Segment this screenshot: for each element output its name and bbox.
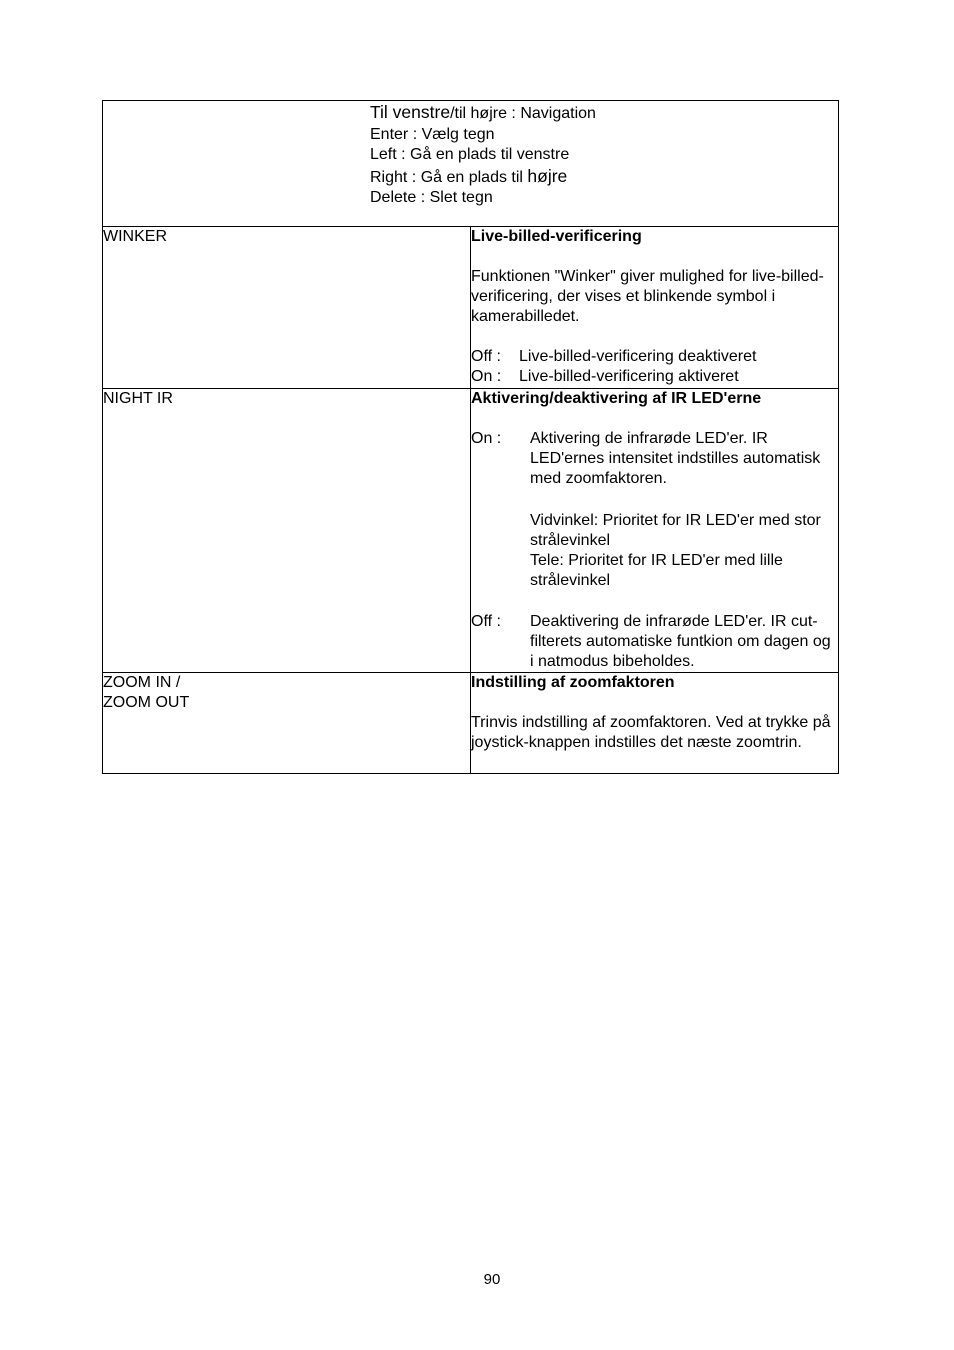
nav-line-5: Delete : Slet tegn	[370, 189, 493, 206]
zoom-row	[103, 673, 839, 774]
winker-row	[103, 227, 839, 389]
night-ir-tele: Tele: Prioritet for IR LED'er med lille strålevinkel	[530, 552, 783, 589]
zoom-description: Trinvis indstilling af zoomfaktoren. Ved at trykke på joystick-knappen indstilles det næste zoomtrin.	[471, 714, 831, 751]
nav-line-1: Til venstre/til højre : Navigation	[370, 102, 596, 122]
zoom-heading: Indstilling af zoomfaktoren	[471, 674, 675, 691]
nav-line-4: Right : Gå en plads til højre	[370, 165, 568, 186]
navigation-row	[103, 101, 839, 227]
winker-on-option: On : Live-billed-verificering aktiveret	[471, 368, 739, 385]
night-ir-heading: Aktivering/deaktivering af IR LED'erne	[471, 390, 762, 407]
page-number: 90	[483, 1271, 501, 1288]
nav-line-3: Left : Gå en plads til venstre	[370, 146, 570, 163]
night-ir-row	[103, 389, 839, 673]
zoom-label: ZOOM IN / ZOOM OUT	[103, 673, 471, 774]
settings-table	[102, 100, 839, 774]
winker-off-option: Off : Live-billed-verificering deaktiveret	[471, 348, 757, 365]
night-ir-description-cell	[471, 389, 839, 673]
winker-description-cell	[471, 227, 839, 389]
night-ir-off-option: Off : Deaktivering de infrarøde LED'er. IR cut-filterets automatiske funtkion om dagen og i natmodus bibeholdes.	[471, 613, 831, 670]
winker-description: Funktionen "Winker" giver mulighed for live-billed-verificering, der vises et blinkende symbol i kamerabilledet.	[471, 268, 824, 325]
night-ir-vidvinkel: Vidvinkel: Prioritet for IR LED'er med stor strålevinkel	[530, 512, 821, 549]
night-ir-on-option: On : Aktivering de infrarøde LED'er. IR LED'ernes intensitet indstilles automatisk med zoomfaktoren.	[471, 430, 821, 487]
winker-heading: Live-billed-verificering	[471, 228, 642, 245]
night-ir-label: NIGHT IR	[103, 389, 471, 673]
winker-label: WINKER	[103, 227, 471, 389]
nav-line-2: Enter : Vælg tegn	[370, 125, 495, 143]
navigation-cell	[103, 101, 839, 227]
zoom-description-cell	[471, 673, 839, 774]
